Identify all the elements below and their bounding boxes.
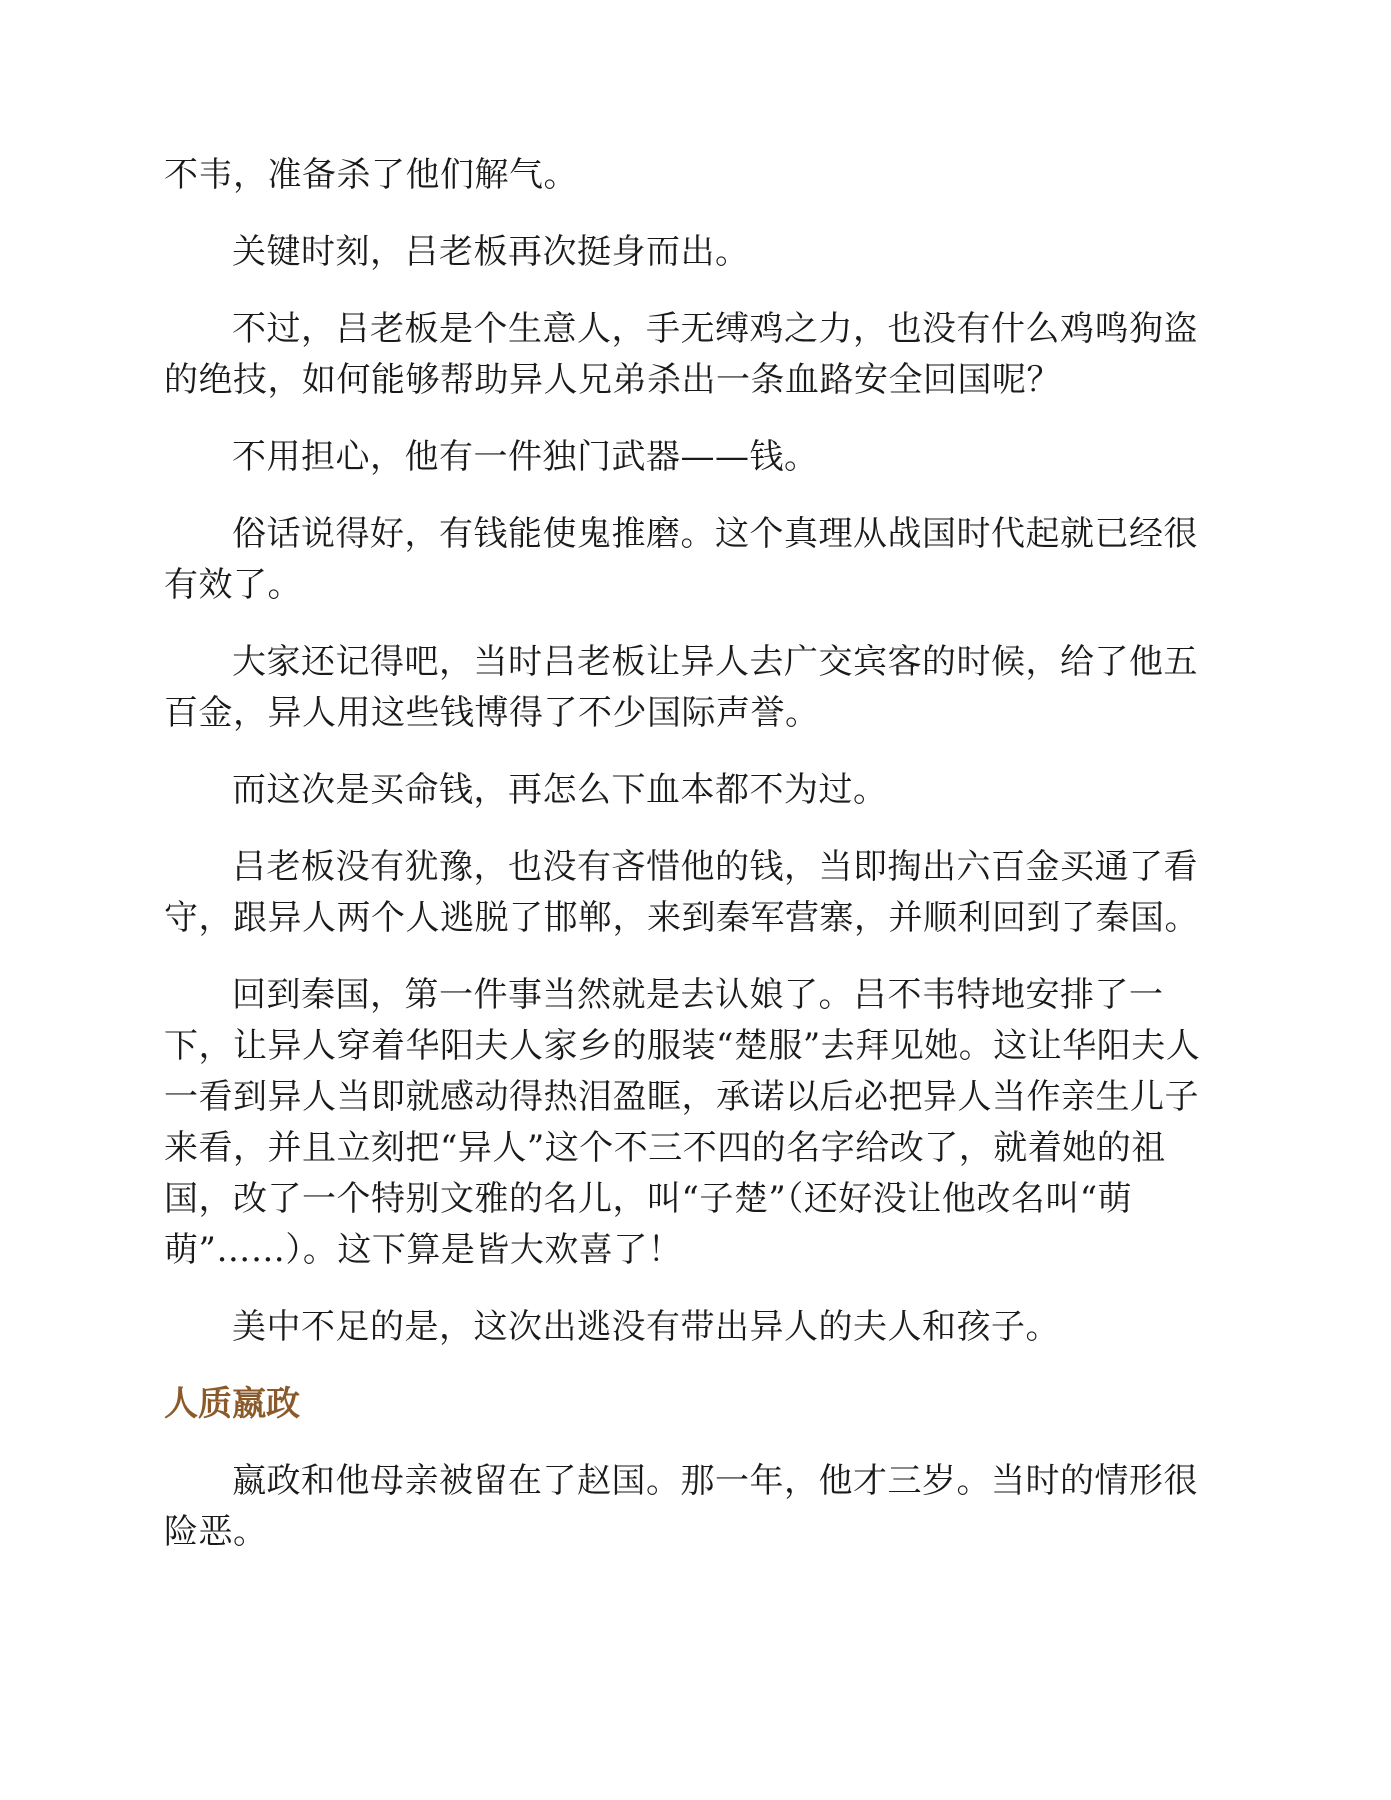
- paragraph: 俗话说得好，有钱能使鬼推磨。这个真理从战国时代起就已经很有效了。: [164, 514, 1198, 605]
- paragraph: 不过，吕老板是个生意人，手无缚鸡之力，也没有什么鸡鸣狗盗的绝技，如何能够帮助异人兄弟杀出一条血路安全回国呢？: [164, 309, 1198, 400]
- paragraph: 美中不足的是，这次出逃没有带出异人的夫人和孩子。: [232, 1307, 1060, 1347]
- paragraph: 大家还记得吧，当时吕老板让异人去广交宾客的时候，给了他五百金，异人用这些钱博得了不少国际声誉。: [164, 642, 1198, 733]
- paragraph: 不韦，准备杀了他们解气。: [164, 155, 578, 195]
- paragraph: 吕老板没有犹豫，也没有吝惜他的钱，当即掏出六百金买通了看守，跟异人两个人逃脱了邯郸，来到秦军营寨，并顺利回到了秦国。: [164, 847, 1199, 938]
- paragraph: 回到秦国，第一件事当然就是去认娘了。吕不韦特地安排了一下，让异人穿着华阳夫人家乡的服装“楚服”去拜见她。这让华阳夫人一看到异人当即就感动得热泪盈眶，承诺以后必把异人当作亲生儿子来看，并且立刻把“异人”这个不三不四的名字给改了，就着她的祖国，改了一个特别文雅的名儿，叫“子楚”（还好没让他改名叫“萌萌”……）。这下算是皆大欢喜了！: [164, 975, 1201, 1270]
- document-page: [164, 150, 1224, 1584]
- paragraph: 关键时刻，吕老板再次挺身而出。: [232, 232, 750, 272]
- paragraph: 嬴政和他母亲被留在了赵国。那一年，他才三岁。当时的情形很险恶。: [164, 1461, 1198, 1552]
- paragraph: 不用担心，他有一件独门武器——钱。: [232, 437, 819, 477]
- paragraph: 而这次是买命钱，再怎么下血本都不为过。: [232, 770, 888, 810]
- section-heading: 人质嬴政: [164, 1384, 300, 1424]
